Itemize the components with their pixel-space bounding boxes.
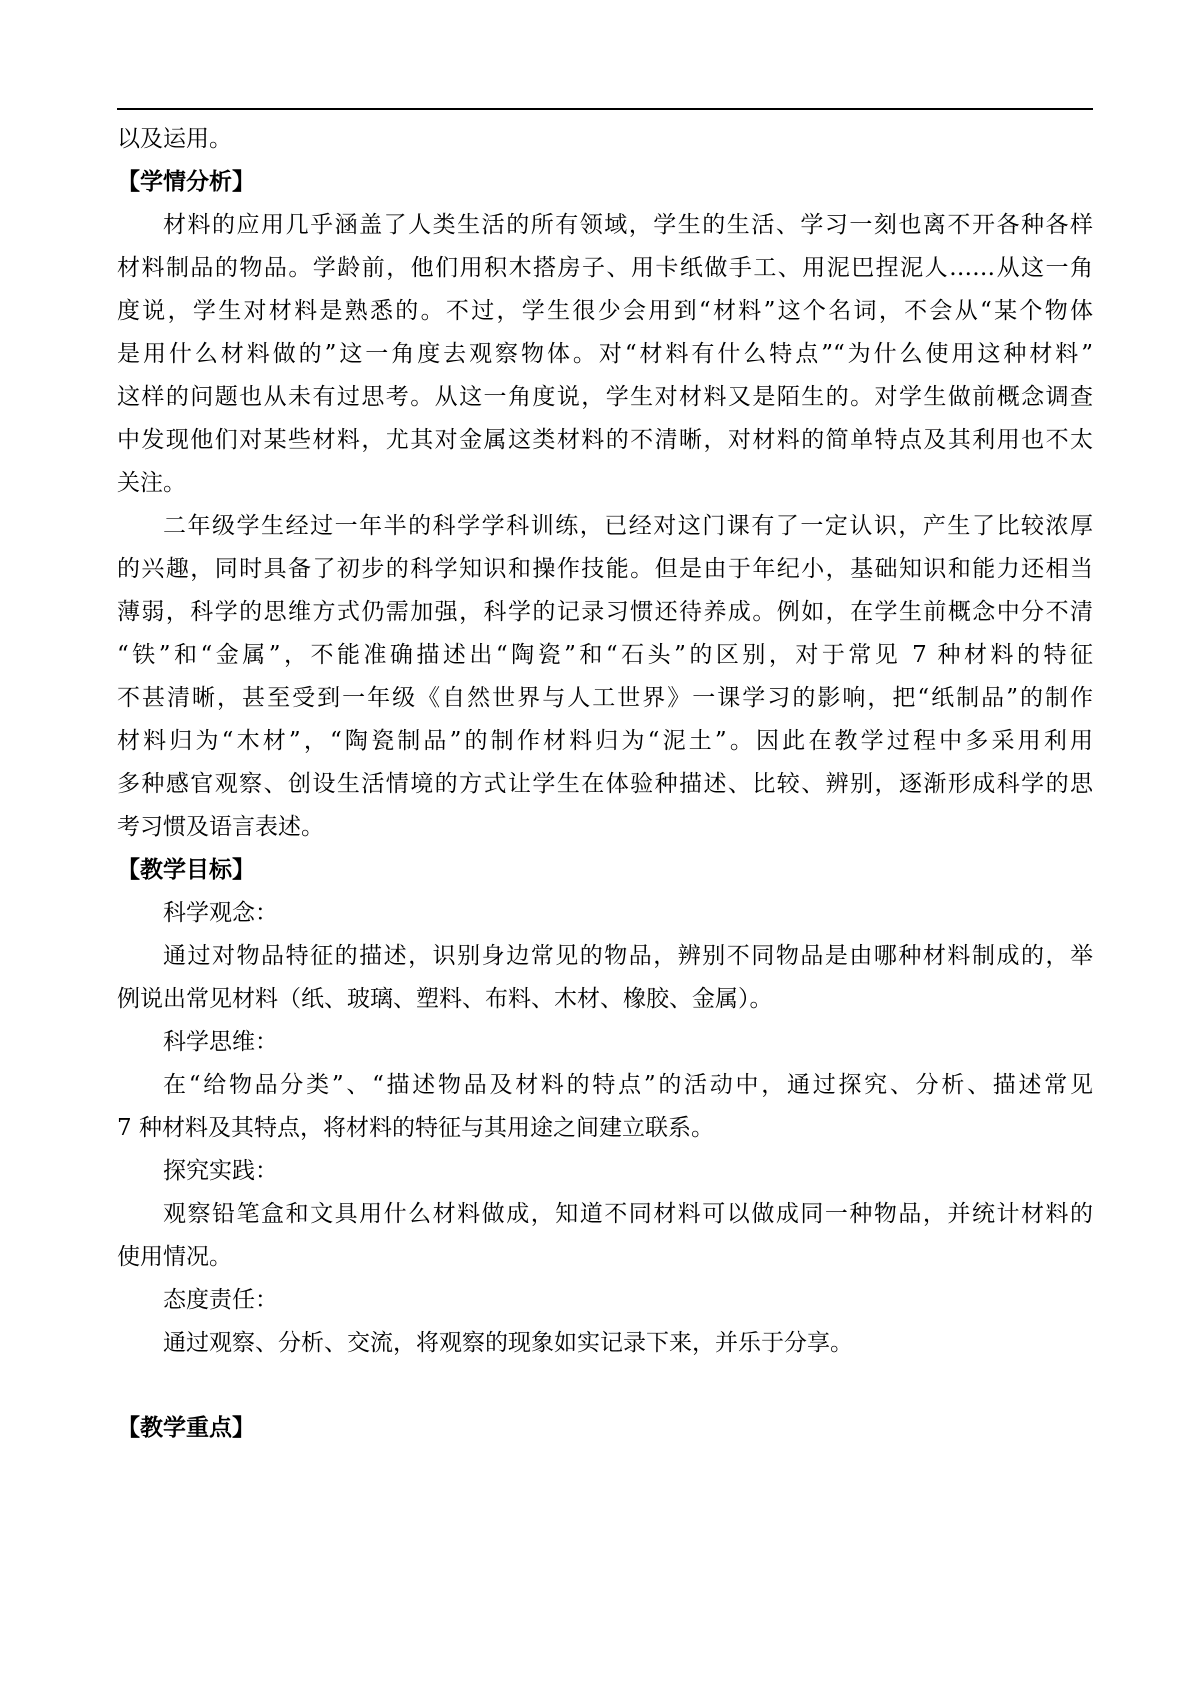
goal-title: 科学观念： [163,900,278,926]
paragraph-line: 度说，学生对材料是熟悉的。不过，学生很少会用到“材料”这个名词，不会从“某个物体 [117,298,1093,324]
paragraph-line: 材料制品的物品。学龄前，他们用积木搭房子、用卡纸做手工、用泥巴捏泥人……从这一角 [117,255,1093,281]
heading-learning-analysis: 【学情分析】 [117,169,255,195]
paragraph-line: 二年级学生经过一年半的科学学科训练，已经对这门课有了一定认识，产生了比较浓厚 [163,513,1093,539]
paragraph-line: 材料的应用几乎涵盖了人类生活的所有领域，学生的生活、学习一刻也离不开各种各样 [163,212,1093,238]
goal-line: 观察铅笔盒和文具用什么材料做成，知道不同材料可以做成同一种物品，并统计材料的 [163,1201,1093,1227]
paragraph-line: 是用什么材料做的”这一角度去观察物体。对“材料有什么特点”“为什么使用这种材料” [117,341,1093,367]
paragraph-line: 的兴趣，同时具备了初步的科学知识和操作技能。但是由于年纪小，基础知识和能力还相当 [117,556,1093,582]
goal-line: 通过对物品特征的描述，识别身边常见的物品，辨别不同物品是由哪种材料制成的，举 [163,943,1093,969]
paragraph-line: 薄弱，科学的思维方式仍需加强，科学的记录习惯还待养成。例如，在学生前概念中分不清 [117,599,1093,625]
goal-line: 在“给物品分类”、“描述物品及材料的特点”的活动中，通过探究、分析、描述常见 [163,1072,1093,1098]
goal-inquiry-practice [117,1150,1093,1279]
paragraph-line: 关注。 [117,470,186,496]
paragraph-line: 这样的问题也从未有过思考。从这一角度说，学生对材料又是陌生的。对学生做前概念调查 [117,384,1093,410]
paragraph-line: 材料归为“木材”，“陶瓷制品”的制作材料归为“泥土”。因此在教学过程中多采用利用 [117,728,1093,754]
heading-teaching-goals: 【教学目标】 [117,857,255,883]
goal-line: 使用情况。 [117,1244,232,1270]
goal-title: 科学思维： [163,1029,278,1055]
blank-line [117,1365,1093,1407]
paragraph-line: “铁”和“金属”，不能准确描述出“陶瓷”和“石头”的区别，对于常见 7 种材料的特征 [117,642,1093,668]
goal-line: 通过观察、分析、交流，将观察的现象如实记录下来，并乐于分享。 [163,1330,853,1356]
goal-line: 7 种材料及其特点，将材料的特征与其用途之间建立联系。 [117,1115,714,1141]
goal-science-thinking [117,1021,1093,1150]
paragraph-learning-analysis-2 [117,505,1093,849]
goal-title: 探究实践： [163,1158,278,1184]
goal-title: 态度责任： [163,1287,278,1313]
paragraph-line: 考习惯及语言表述。 [117,814,324,840]
goal-science-concept [117,892,1093,1021]
paragraph-line: 多种感官观察、创设生活情境的方式让学生在体验种描述、比较、辨别，逐渐形成科学的思 [117,771,1093,797]
header-rule [117,108,1093,110]
goal-line: 例说出常见材料（纸、玻璃、塑料、布料、木材、橡胶、金属）。 [117,986,773,1012]
paragraph-line: 不甚清晰，甚至受到一年级《自然世界与人工世界》一课学习的影响，把“纸制品”的制作 [117,685,1093,711]
heading-teaching-focus: 【教学重点】 [117,1415,255,1441]
paragraph-learning-analysis-1 [117,204,1093,505]
goal-attitude-responsibility [117,1279,1093,1365]
paragraph-line: 中发现他们对某些材料，尤其对金属这类材料的不清晰，对材料的简单特点及其利用也不太 [117,427,1093,453]
document-body [117,118,1093,1450]
intro-tail: 以及运用。 [117,126,232,152]
